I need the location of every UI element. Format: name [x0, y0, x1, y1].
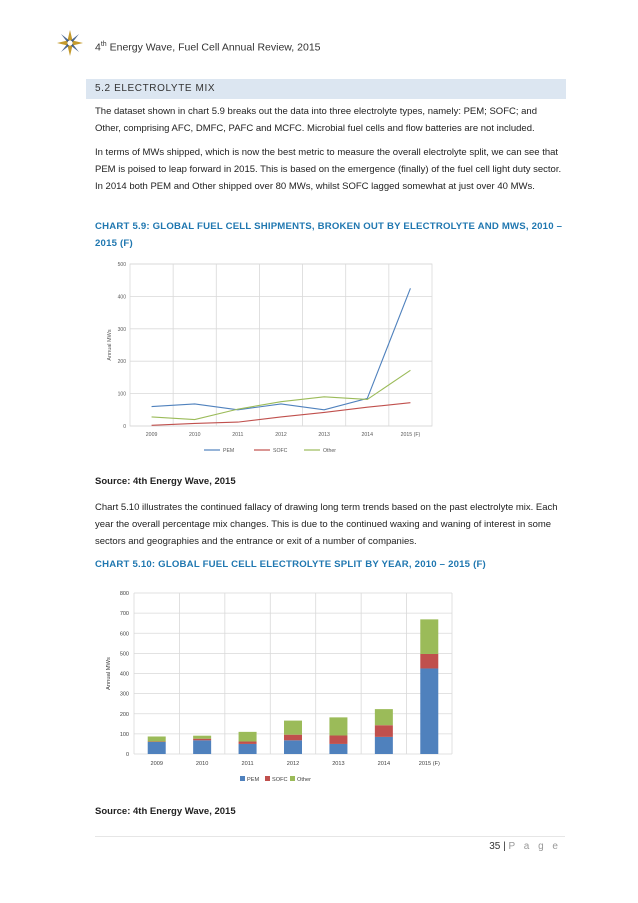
y-axis-label: Annual MWs	[107, 329, 113, 361]
legend-label-other: Other	[297, 777, 311, 783]
x-tick-label: 2014	[361, 432, 374, 438]
bar-segment-pem	[420, 668, 438, 754]
y-tick-label: 200	[119, 711, 129, 718]
chart-5-10-title: CHART 5.10: GLOBAL FUEL CELL ELECTROLYTE SPLIT BY YEAR, 2010 – 2015 (F)	[95, 559, 486, 570]
y-tick-label: 600	[119, 631, 129, 638]
bar-segment-sofc	[329, 735, 347, 743]
paragraph-intro: The dataset shown in chart 5.9 breaks out the data into three electrolyte types, namely: PEM; SOFC; and Other, comprising AFC, DMFC, PAFC and MCFC. Microbial fuel cells and flow batteries are not included.	[95, 106, 537, 134]
bar-segment-other	[329, 717, 347, 735]
x-tick-label: 2012	[286, 761, 300, 767]
y-tick-label: 500	[119, 651, 129, 658]
y-tick-label: 400	[119, 671, 129, 678]
y-tick-label: 500	[117, 262, 126, 268]
series-line-other	[152, 370, 411, 419]
source-chart-5-10: Source: 4th Energy Wave, 2015	[95, 806, 236, 817]
x-tick-label: 2011	[232, 432, 244, 438]
legend-swatch-pem	[240, 776, 245, 781]
paragraph-fallacy: Chart 5.10 illustrates the continued fallacy of drawing long term trends based on the past electrolyte mix. Each year the overall percentage mix changes. This is due to the continued waxing and waning of interest in some sectors and geographies and the entrance or exit of a number of companies.	[95, 502, 558, 547]
bar-segment-other	[284, 721, 302, 735]
y-tick-label: 0	[125, 752, 129, 758]
x-tick-label: 2011	[241, 761, 254, 767]
page-number: 35 | P a g e	[489, 841, 561, 852]
y-tick-label: 200	[117, 359, 126, 366]
footer-divider	[95, 836, 565, 837]
stacked-bar-chart-split	[100, 584, 458, 792]
legend-swatch-other	[290, 776, 295, 781]
x-tick-label: 2013	[332, 761, 345, 767]
x-tick-label: 2009	[150, 761, 163, 767]
series-line-sofc	[152, 403, 411, 426]
y-tick-label: 700	[119, 611, 129, 618]
y-tick-label: 0	[123, 424, 126, 430]
bar-segment-sofc	[284, 735, 302, 741]
legend-swatch-sofc	[265, 776, 270, 781]
bar-segment-pem	[239, 744, 257, 754]
x-tick-label: 2010	[188, 432, 201, 438]
legend-label-other: Other	[323, 448, 336, 454]
y-axis-label: Annual MWs	[106, 657, 112, 690]
x-tick-label: 2012	[275, 432, 287, 438]
x-tick-label: 2009	[145, 432, 158, 438]
x-tick-label: 2014	[377, 761, 391, 767]
legend-label-pem: PEM	[223, 448, 235, 454]
source-chart-5-9: Source: 4th Energy Wave, 2015	[95, 476, 236, 487]
bar-segment-sofc	[375, 725, 393, 737]
company-logo	[57, 30, 83, 56]
bar-segment-pem	[284, 740, 302, 754]
bar-segment-sofc	[420, 654, 438, 668]
x-tick-label: 2013	[318, 432, 330, 438]
y-tick-label: 100	[117, 391, 126, 398]
bar-segment-pem	[148, 742, 166, 754]
bar-segment-other	[420, 619, 438, 654]
bar-segment-other	[239, 732, 257, 742]
line-chart-shipments	[100, 258, 440, 462]
y-tick-label: 100	[119, 731, 129, 738]
chart-5-9-title: CHART 5.9: GLOBAL FUEL CELL SHIPMENTS, BROKEN OUT BY ELECTROLYTE AND MWS, 2010 – 2015 (F)	[95, 221, 563, 249]
y-tick-label: 400	[117, 294, 126, 301]
legend-label-sofc: SOFC	[273, 448, 288, 454]
section-title: 5.2 ELECTROLYTE MIX	[95, 83, 216, 94]
bar-segment-sofc	[193, 739, 211, 741]
x-tick-label: 2015 (F)	[418, 761, 440, 767]
paragraph-mws: In terms of MWs shipped, which is now the best metric to measure the overall electrolyte split, we can see that PEM is poised to leap forward in 2015. This is based on the emergence (finally) of the fuel cell light duty sector. In 2014 both PEM and Other shipped over 80 MWs, whilst SOFC lagged somewhat at just over 40 MWs.	[95, 147, 562, 192]
bar-segment-other	[193, 736, 211, 739]
bar-segment-sofc	[239, 742, 257, 744]
y-tick-label: 300	[119, 691, 129, 698]
series-line-pem	[152, 288, 411, 410]
bar-segment-pem	[375, 737, 393, 754]
bar-segment-other	[148, 736, 166, 741]
bar-segment-other	[375, 709, 393, 725]
legend-label-sofc: SOFC	[272, 777, 288, 783]
x-tick-label: 2010	[195, 761, 209, 767]
bar-segment-pem	[329, 744, 347, 754]
bar-segment-pem	[193, 740, 211, 754]
running-header: 4th Energy Wave, Fuel Cell Annual Review, 2015	[95, 41, 321, 54]
y-tick-label: 800	[119, 591, 129, 597]
x-tick-label: 2015 (F)	[400, 432, 421, 438]
legend-label-pem: PEM	[247, 777, 260, 783]
y-tick-label: 300	[117, 326, 126, 333]
